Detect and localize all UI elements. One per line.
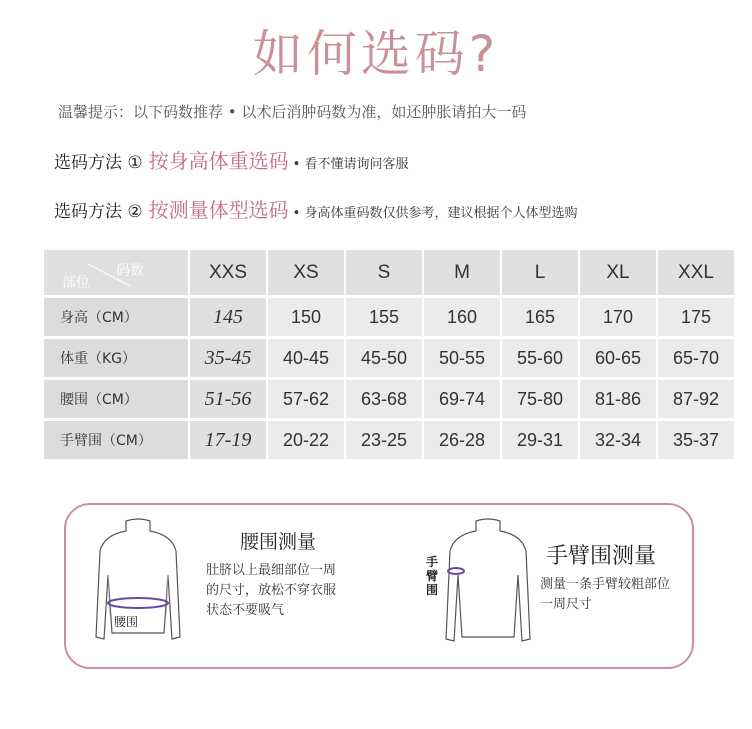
method-2 [54, 194, 577, 223]
table-cell: 50-55 [424, 339, 500, 377]
method-1-highlight: 按身高体重选码 [148, 149, 289, 173]
table-cell: 45-50 [346, 339, 422, 377]
arm-figure-icon [438, 515, 538, 655]
size-header: XXL [658, 250, 734, 295]
table-cell: 23-25 [346, 421, 422, 459]
row-label: 身高（CM） [44, 298, 188, 336]
table-cell: 160 [424, 298, 500, 336]
table-cell: 165 [502, 298, 578, 336]
size-header: M [424, 250, 500, 295]
table-cell: 87-92 [658, 380, 734, 418]
row-label: 手臂围（CM） [44, 421, 188, 459]
table-cell: 81-86 [580, 380, 656, 418]
table-cell: 20-22 [268, 421, 344, 459]
table-row [44, 298, 734, 336]
table-cell: 60-65 [580, 339, 656, 377]
table-cell: 26-28 [424, 421, 500, 459]
table-cell: 55-60 [502, 339, 578, 377]
waist-desc: 肚脐以上最细部位一周 的尺寸，放松不穿衣服 状态不要吸气 [206, 563, 337, 618]
size-header: XS [268, 250, 344, 295]
method-1-note: • 看不懂请询问客服 [292, 157, 409, 172]
table-cell: 175 [658, 298, 734, 336]
arm-figure-label: 手臂围 [426, 555, 439, 597]
table-cell: 63-68 [346, 380, 422, 418]
table-row [44, 339, 734, 377]
row-label: 腰围（CM） [44, 380, 188, 418]
corner-size-label: 码数 [116, 263, 144, 279]
table-cell: 35-37 [658, 421, 734, 459]
table-cell: 57-62 [268, 380, 344, 418]
tip-text: 温馨提示：以下码数推荐 • 以术后消肿码数为准，如还肿胀请拍大一码 [58, 103, 527, 121]
size-header: S [346, 250, 422, 295]
waist-figure-icon [88, 515, 188, 655]
arm-desc: 测量一条手臂较粗部位 一周尺寸 [540, 577, 671, 612]
table-cell: 75-80 [502, 380, 578, 418]
size-table [42, 247, 736, 462]
size-header: L [502, 250, 578, 295]
table-corner-cell [44, 250, 188, 295]
table-cell: 150 [268, 298, 344, 336]
table-cell: 32-34 [580, 421, 656, 459]
measurement-panel [64, 503, 694, 669]
table-cell: 40-45 [268, 339, 344, 377]
size-header-row [44, 250, 734, 295]
table-cell: 17-19 [190, 421, 266, 459]
table-cell: 35-45 [190, 339, 266, 377]
table-cell: 69-74 [424, 380, 500, 418]
size-header: XL [580, 250, 656, 295]
table-cell: 145 [190, 298, 266, 336]
table-cell: 170 [580, 298, 656, 336]
table-cell: 65-70 [658, 339, 734, 377]
method-2-note: • 身高体重码数仅供参考，建议根据个人体型选购 [292, 206, 578, 221]
waist-figure-label: 腰围 [114, 615, 139, 629]
waist-title: 腰围测量 [240, 531, 317, 553]
row-label: 体重（KG） [44, 339, 188, 377]
corner-part-label: 部位 [62, 275, 90, 291]
size-header: XXS [190, 250, 266, 295]
method-1-label: 选码方法 ① [54, 153, 143, 173]
table-row [44, 380, 734, 418]
method-2-label: 选码方法 ② [54, 202, 143, 222]
table-row [44, 421, 734, 459]
method-2-highlight: 按测量体型选码 [148, 198, 289, 222]
table-cell: 51-56 [190, 380, 266, 418]
page-title: 如何选码? [252, 25, 500, 83]
method-1 [54, 145, 408, 174]
table-cell: 29-31 [502, 421, 578, 459]
arm-title: 手臂围测量 [546, 544, 657, 569]
table-cell: 155 [346, 298, 422, 336]
